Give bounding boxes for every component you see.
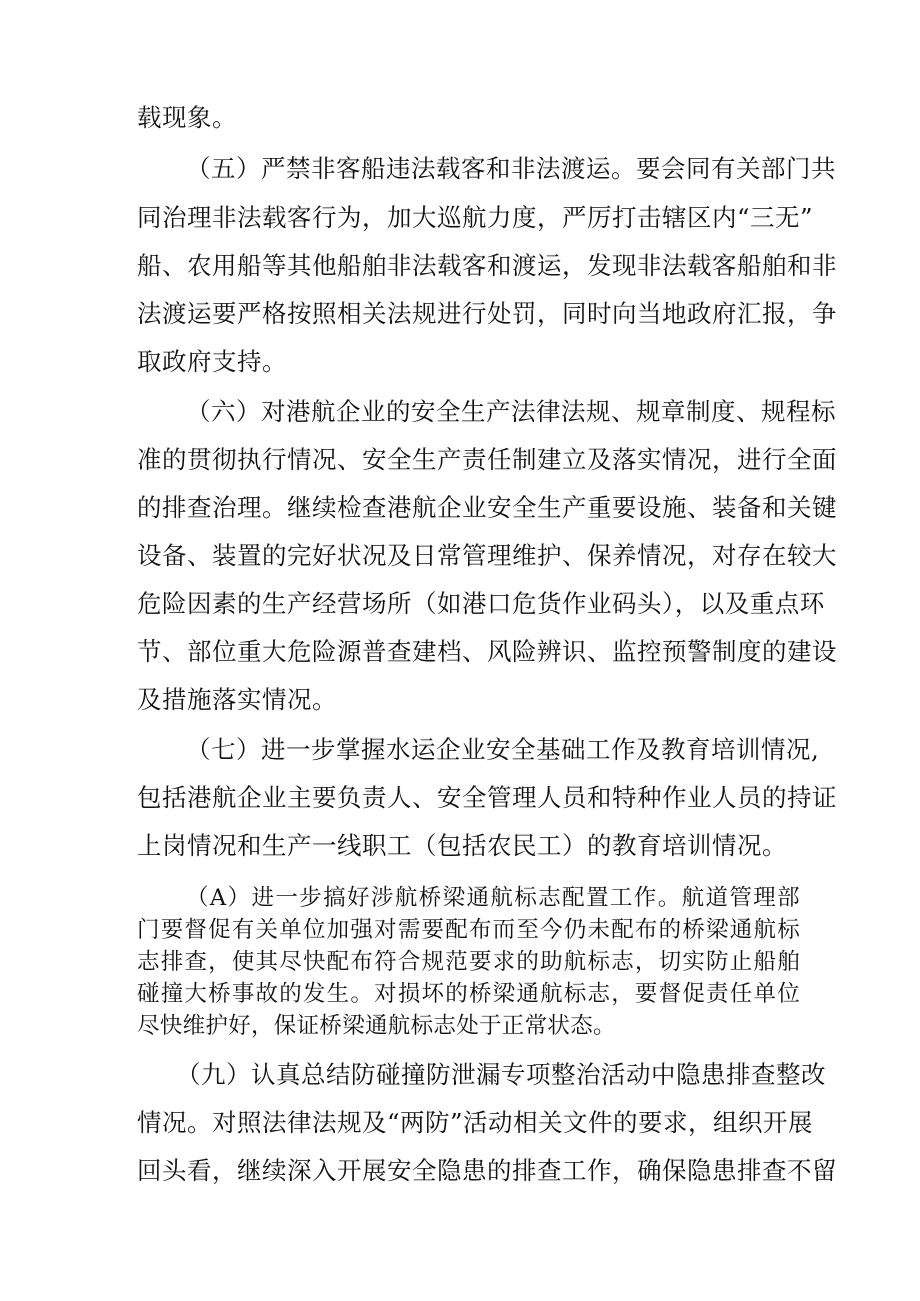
text-line: 包括港航企业主要负责人、安全管理人员和特种作业人员的持证 [137,783,837,812]
text-line: 同治理非法载客行为，加大巡航力度，严厉打击辖区内“三无” [137,203,814,232]
text-line: （五）严禁非客船违法载客和非法渡运。要会同有关部门共 [186,154,836,183]
text-line: 回头看，继续深入开展安全隐患的排查工作，确保隐患排查不留 [137,1156,837,1185]
text-line: 上岗情况和生产一线职工（包括农民工）的教育培训情况。 [137,831,787,860]
text-line: 准的贯彻执行情况、安全生产责任制建立及落实情况，进行全面 [137,445,837,474]
text-line: （七）进一步掌握水运企业安全基础工作及教育培训情况, [186,735,820,764]
text-line: 载现象。 [137,103,237,132]
text-line: 志排查，使其尽快配布符合规范要求的助航标志，切实防止船舶 [137,949,800,975]
text-line: 船、农用船等其他船舶非法载客和渡运，发现非法载客船舶和非 [137,251,837,280]
text-line: 尽快维护好，保证桥梁通航标志处于正常状态。 [137,1013,616,1039]
text-line: 设备、装置的完好状况及日常管理维护、保养情况，对存在较大 [137,541,837,570]
text-line: （A）进一步搞好涉航桥梁通航标志配置工作。航道管理部 [186,885,800,911]
text-line: （六）对港航企业的安全生产法律法规、规章制度、规程标 [186,397,836,426]
text-line: 法渡运要严格按照相关法规进行处罚，同时向当地政府汇报，争 [137,299,837,328]
text-line: 节、部位重大危险源普查建档、风险辨识、监控预警制度的建设 [137,637,837,666]
text-line: （九）认真总结防碰撞防泄漏专项整治活动中隐患排查整改 [176,1060,826,1089]
text-line: 及措施落实情况。 [137,685,337,714]
text-line: 危险因素的生产经营场所（如港口危货作业码头），以及重点环 [137,589,825,618]
text-line: 情况。对照法律法规及“两防”活动相关文件的要求，组织开展 [137,1108,814,1137]
text-line: 碰撞大桥事故的发生。对损坏的桥梁通航标志，要督促责任单位 [137,981,800,1007]
text-line: 取政府支持。 [137,347,287,376]
text-line: 门要督促有关单位加强对需要配布而至今仍未配布的桥梁通航标 [137,917,800,943]
text-line: 的排查治理。继续检查港航企业安全生产重要设施、装备和关键 [137,493,837,522]
